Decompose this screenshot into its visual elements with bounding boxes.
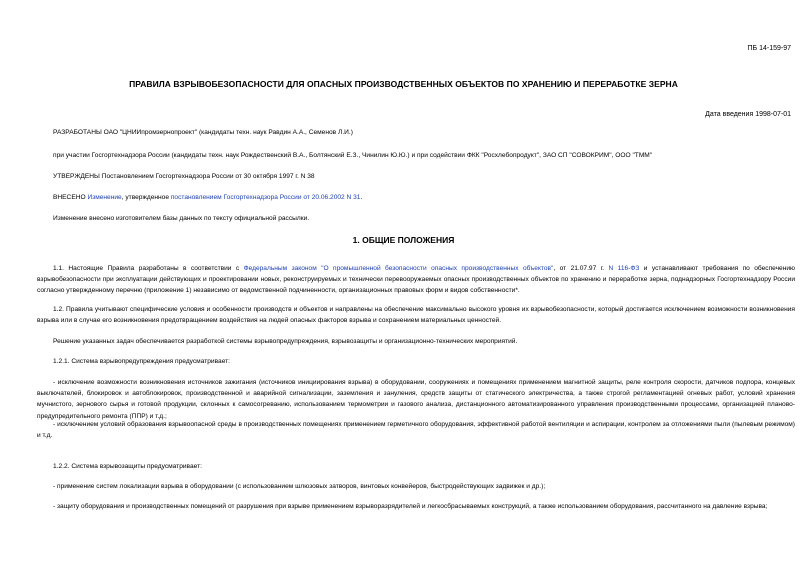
paragraph-1-2-2 [37,461,795,472]
p3-text: Решение указанных задач обеспечивается разработкой системы взрывопредупреждения, взрывозащиты и организационно-технических мероприятий. [53,338,518,345]
developed-by: РАЗРАБОТАНЫ ОАО "ЦНИИпромзернопроект" (кандидаты техн. наук Равдин А.А., Семенов Л.И.) [53,129,353,136]
resolution-link[interactable]: постановлением Госгортехнадзора России от 20.06.2002 N 31 [170,194,361,201]
introduced-mid: , утвержденное [121,194,171,201]
introduced-end: . [360,194,363,201]
paragraph-ignition [37,377,795,422]
p1-start: 1.1. Настоящие Правила разработаны в соответствии с [53,265,244,272]
p9-text: - защиту оборудования и производственных помещений от разрушения при взрыве применением взрыворазрядителей и легкосбрасываемых конструкций, а также использованием оборудования, рассчитанного на давление взрыва; [53,503,768,510]
document-title: ПРАВИЛА ВЗРЫВОБЕЗОПАСНОСТИ ДЛЯ ОПАСНЫХ ПРОИЗВОДСТВЕННЫХ ОБЪЕКТОВ ПО ХРАНЕНИЮ И ПЕРЕРАБОТКЕ ЗЕРНА [129,79,678,89]
paragraph-explosive-env [37,419,795,441]
p1-end: и устанавливают требования по обеспечению взрывобезопасности при эксплуатации действующих и проектировании новых, реконструируемых и технически перевооружаемых опасных производственных объектов по хранению и переработке зерна, поднадзорных Госгортехнадзору России согласно утвержденному перечню (приложение 1) независимо от ведомственной подчиненности, организационных правовых форм и видов собственности*. [37,265,795,295]
paragraph-1-1 [37,263,795,297]
paragraph-1-2-1 [37,356,795,367]
p8-text: - применение систем локализации взрыва в оборудовании (с использованием шлюзовых затворов, винтовых конвейеров, быстродействующих задвижек и др.); [53,483,546,490]
p6-text: - исключением условий образования взрывоопасной среды в производственных помещениях применением герметичного оборудования, эффективной работой вентиляции и аспирации, контролем за отложениями пыли (пылевым режимом) и т.д. [37,421,795,440]
document-code: ПБ 14-159-97 [747,45,791,52]
section-title: 1. ОБЩИЕ ПОЛОЖЕНИЯ [352,235,455,245]
effective-date: Дата введения 1998-07-01 [705,111,791,118]
p2-text: 1.2. Правила учитывают специфические условия и особенности производств и объектов и направлены на обеспечение максимально высокого уровня их взрывобезопасности, который достигается исключением возможности возникновения взрыва или в случае его возникновения предотвращением воздействия на людей опасных факторов взрыва и сохранением материальных ценностей. [37,306,795,325]
change-link[interactable]: Изменение [87,194,122,201]
paragraph-1-2 [37,304,795,326]
paragraph-localization [37,481,795,492]
paragraph-protection [37,501,795,512]
introduced [53,194,362,201]
paragraph-decision [37,336,795,347]
p5-text: - исключение возможности возникновения источников зажигания (источников инициирования взрыва) в оборудовании, сооружениях и помещениях применением магнитной защиты, реле контроля скорости, датчиков подпора, концевых выключателей, блокировок и автоблокировок, производственной и аварийной сигнализации, заземления и зануления, средств защиты от статического электричества, а также строгой регламентацией огневых работ, условий хранения мучнистого, зернового сырья и готовой продукции, склонных к самосогреванию, использованием термометрии и газового анализа, дистанционного автоматизированного управления производственными процессами, организацией планово-предупредительного ремонта (ППР) и т.д.; [37,379,795,420]
change-note: Изменение внесено изготовителем базы данных по тексту официальной рассылки. [53,215,310,222]
p1-mid: , от 21.07.97 г. [553,265,609,272]
participation: при участии Госгортехнадзора России (кандидаты техн. наук Рождественский В.А., Болтянский Е.З., Чинилин Ю.Ю.) и при содействии ФКК "Росхлебопродукт", ЗАО СП "СОВОКРИМ", ООО "ТММ" [53,152,653,159]
approved-by: УТВЕРЖДЕНЫ Постановлением Госгортехнадзора России от 30 октября 1997 г. N 38 [53,173,315,180]
p4-text: 1.2.1. Система взрывопредупреждения предусматривает: [53,358,231,365]
federal-law-link[interactable]: Федеральным законом "О промышленной безопасности опасных производственных объектов" [243,265,554,272]
p7-text: 1.2.2. Система взрывозащиты предусматривает: [53,463,202,470]
introduced-prefix: ВНЕСЕНО [53,194,88,201]
law-number-link[interactable]: N 116-ФЗ [608,265,640,272]
